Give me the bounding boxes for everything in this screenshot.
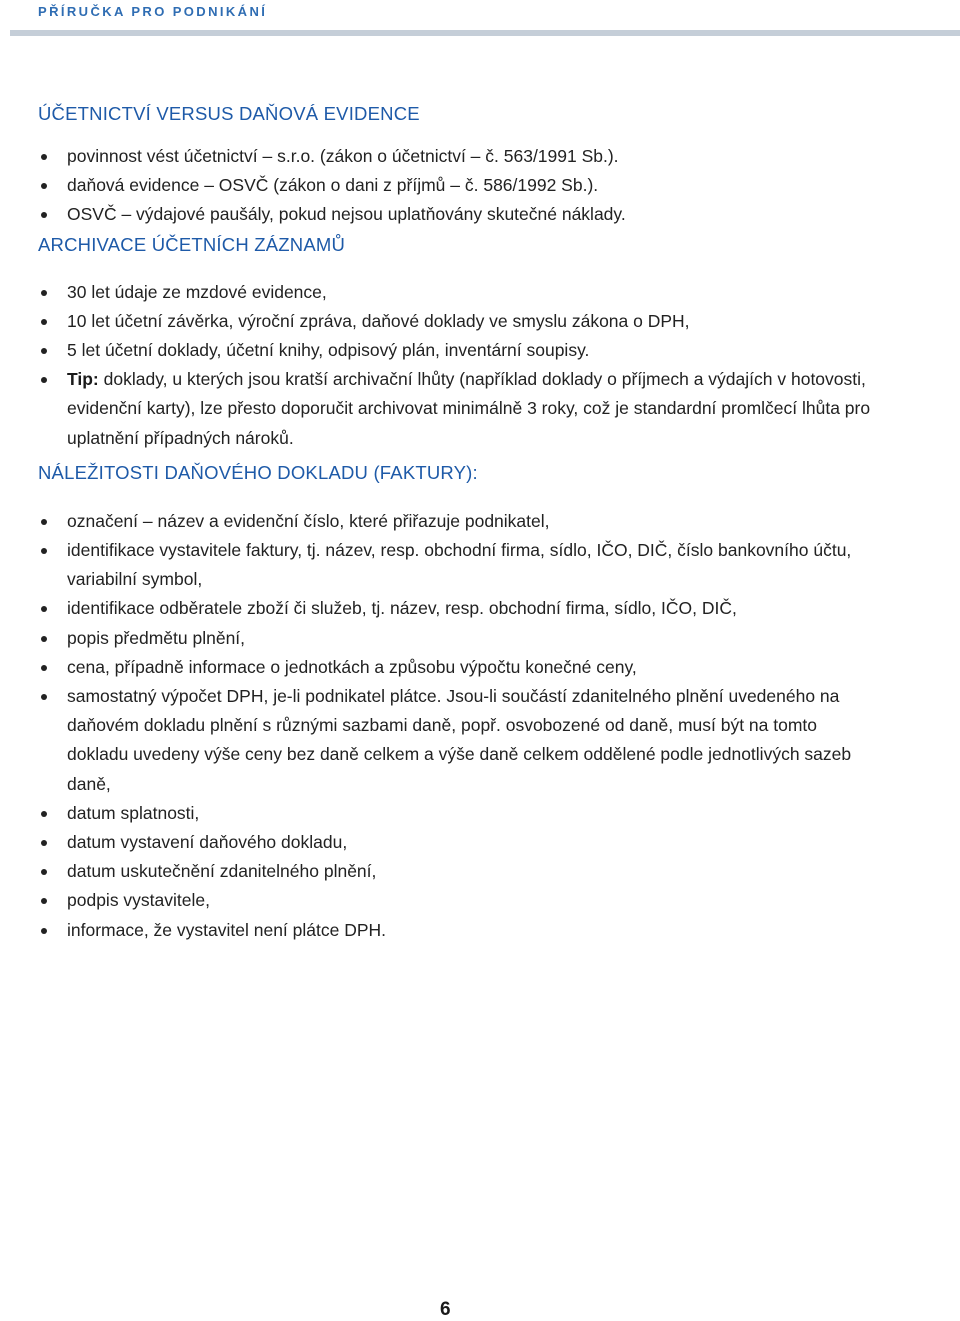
accounting-list — [38, 142, 878, 230]
running-header: PŘÍRUČKA PRO PODNIKÁNÍ — [38, 4, 268, 19]
tip-label: Tip: — [67, 369, 99, 390]
list-item: cena, případně informace o jednotkách a způsobu výpočtu konečné ceny, — [38, 653, 878, 682]
bullet-icon — [41, 928, 47, 934]
list-item: označení – název a evidenční číslo, které přiřazuje podnikatel, — [38, 507, 878, 536]
bullet-icon — [41, 183, 47, 189]
list-item: povinnost vést účetnictví – s.r.o. (zákon o účetnictví – č. 563/1991 Sb.). — [38, 142, 878, 171]
list-item: identifikace vystavitele faktury, tj. název, resp. obchodní firma, sídlo, IČO, DIČ, číslo bankovního účtu, variabilní symbol, — [38, 536, 878, 594]
archiving-list — [38, 278, 878, 453]
bullet-icon — [41, 811, 47, 817]
list-item: daňová evidence – OSVČ (zákon o dani z příjmů – č. 586/1992 Sb.). — [38, 171, 878, 200]
header-divider — [10, 30, 960, 36]
bullet-icon — [41, 606, 47, 612]
bullet-icon — [41, 665, 47, 671]
invoice-requirements-list — [38, 507, 878, 945]
list-item: informace, že vystavitel není plátce DPH. — [38, 916, 878, 945]
bullet-icon — [41, 212, 47, 218]
section-title-invoice-requirements: NÁLEŽITOSTI DAŇOVÉHO DOKLADU (FAKTURY): — [38, 461, 478, 483]
bullet-icon — [41, 154, 47, 160]
list-item: OSVČ – výdajové paušály, pokud nejsou uplatňovány skutečné náklady. — [38, 200, 878, 229]
bullet-icon — [41, 548, 47, 554]
page-content — [38, 100, 878, 945]
list-item: datum uskutečnění zdanitelného plnění, — [38, 857, 878, 886]
list-item: datum splatnosti, — [38, 799, 878, 828]
tip-text: doklady, u kterých jsou kratší archivační lhůty (například doklady o příjmech a výdajích v hotovosti, evidenční karty), lze přesto doporučit archivovat minimálně 3 roky, což je standardní promlčecí lhůta pro uplatnění případných nároků. — [67, 369, 871, 448]
tip-item — [38, 365, 878, 453]
list-item: 10 let účetní závěrka, výroční zpráva, daňové doklady ve smyslu zákona o DPH, — [38, 307, 878, 336]
list-item: samostatný výpočet DPH, je-li podnikatel plátce. Jsou-li součástí zdanitelného plnění uvedeného na daňovém dokladu plnění s různými sazbami daně, popř. osvobozené od daně, musí být na tomto dokladu uvedeny výše ceny bez daně celkem a výše daně celkem oddělené podle jednotlivých sazeb daně, — [38, 682, 878, 799]
bullet-icon — [41, 636, 47, 642]
bullet-icon — [41, 319, 47, 325]
list-item: datum vystavení daňového dokladu, — [38, 828, 878, 857]
bullet-icon — [41, 377, 47, 383]
list-item: 30 let údaje ze mzdové evidence, — [38, 278, 878, 307]
bullet-icon — [41, 519, 47, 525]
list-item: 5 let účetní doklady, účetní knihy, odpisový plán, inventární soupisy. — [38, 336, 878, 365]
bullet-icon — [41, 840, 47, 846]
list-item: podpis vystavitele, — [38, 886, 878, 915]
section-title-accounting: ÚČETNICTVÍ VERSUS DAŇOVÁ EVIDENCE — [38, 103, 420, 124]
bullet-icon — [41, 869, 47, 875]
list-item: identifikace odběratele zboží či služeb, tj. název, resp. obchodní firma, sídlo, IČO, DIČ, — [38, 594, 878, 623]
section-title-archiving: ARCHIVACE ÚČETNÍCH ZÁZNAMŮ — [38, 233, 346, 255]
bullet-icon — [41, 290, 47, 296]
list-item: popis předmětu plnění, — [38, 624, 878, 653]
bullet-icon — [41, 348, 47, 354]
bullet-icon — [41, 694, 47, 700]
bullet-icon — [41, 898, 47, 904]
page-number: 6 — [440, 1299, 451, 1320]
